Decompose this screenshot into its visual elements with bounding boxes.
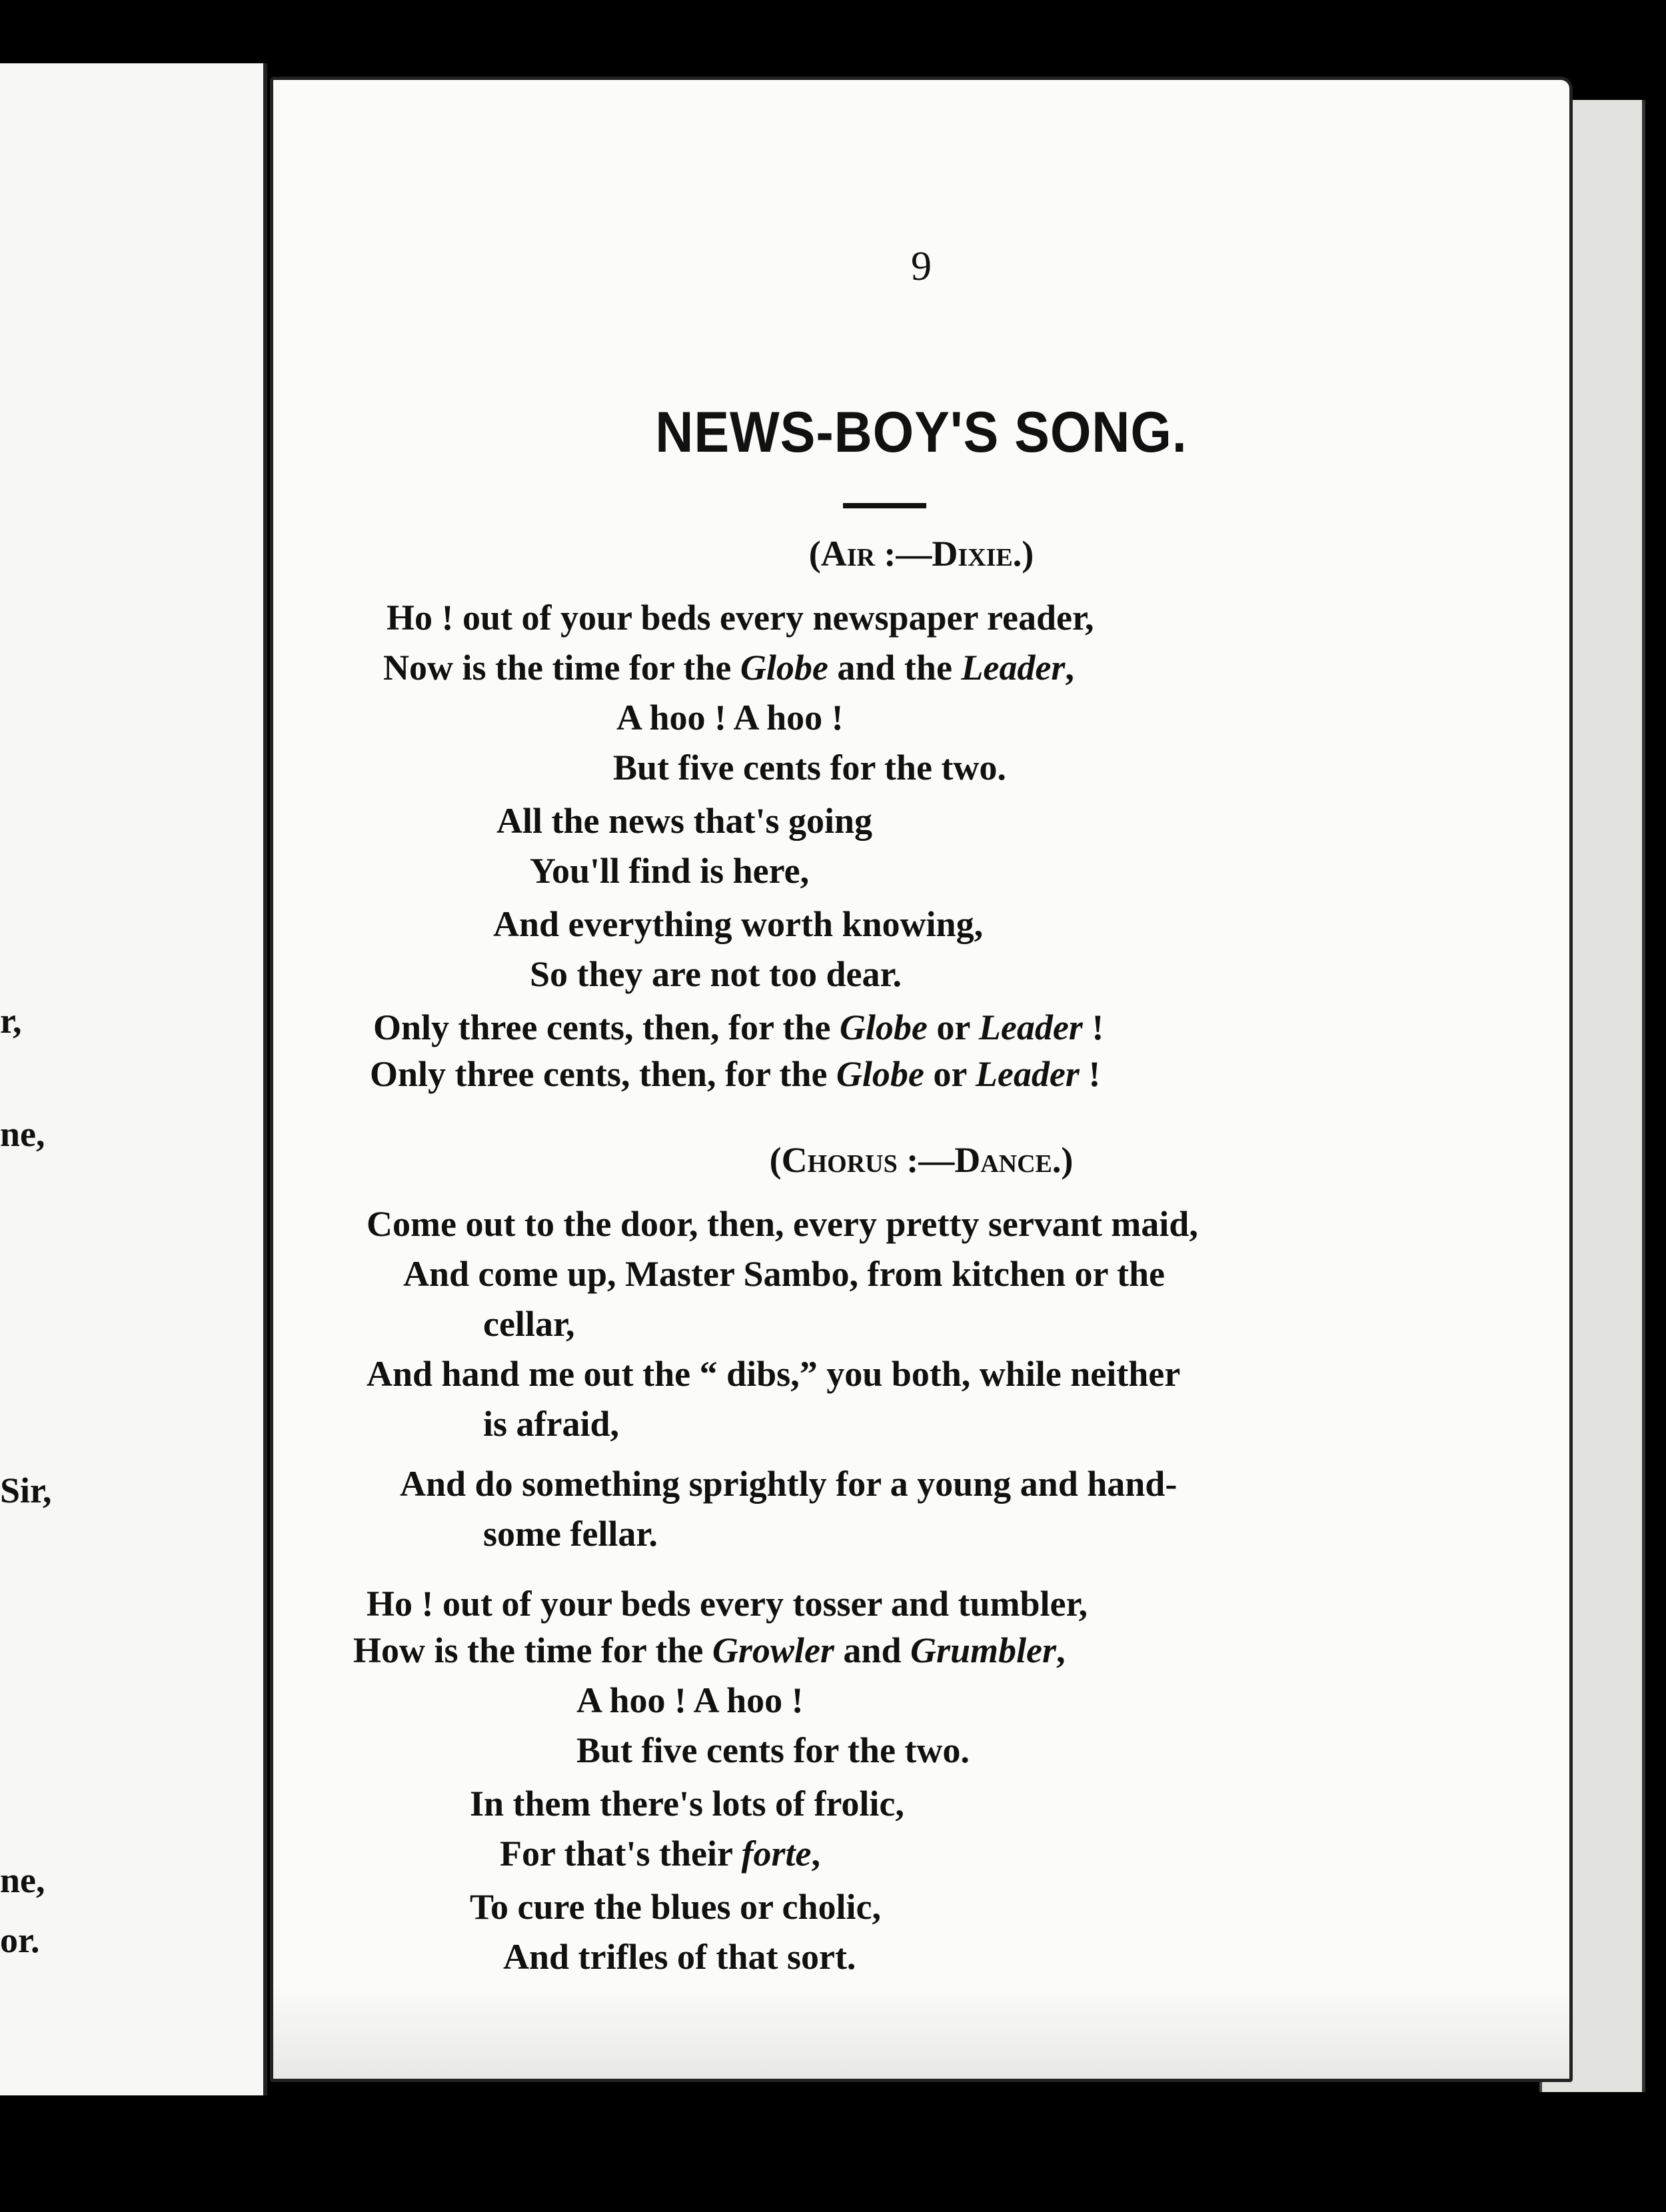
verse-text: ! xyxy=(1079,1054,1101,1094)
verse-line xyxy=(373,1009,1104,1045)
italic-title-word: Leader xyxy=(961,648,1066,688)
song-title: NEWS-BOY'S SONG. xyxy=(655,400,1188,464)
verse-text: For that's their xyxy=(500,1834,742,1874)
italic-title-word: Growler xyxy=(712,1630,834,1670)
verse-text: Ho ! out of your beds every tosser and tumbler, xyxy=(367,1584,1088,1624)
air-label: (Air :—Dixie.) xyxy=(808,534,1034,574)
chorus-line: And come up, Master Sambo, from kitchen or the xyxy=(403,1254,1165,1294)
verse-text: And trifles of that sort. xyxy=(503,1937,856,1977)
verse-text: or xyxy=(924,1054,976,1094)
verse-text: A hoo ! A hoo ! xyxy=(616,698,844,738)
title-rule xyxy=(843,503,926,508)
verse-line xyxy=(387,600,1094,636)
chorus-line: is afraid, xyxy=(483,1404,620,1444)
italic-title-word: Leader xyxy=(975,1054,1080,1094)
book-page xyxy=(270,77,1573,2082)
previous-page-fragment: ne, xyxy=(0,1114,45,1154)
chorus-line: Come out to the door, then, every pretty servant maid, xyxy=(367,1204,1198,1244)
verse-text: , xyxy=(811,1834,820,1874)
verse-text: and xyxy=(834,1630,910,1670)
verse-text: or xyxy=(927,1007,979,1047)
verse-line xyxy=(470,1889,881,1925)
chorus-line: some fellar. xyxy=(483,1514,658,1554)
previous-page-fragment: Sir, xyxy=(0,1470,52,1510)
italic-title-word: Globe xyxy=(839,1007,928,1047)
verse-text: Now is the time for the xyxy=(383,648,740,688)
page-discoloration xyxy=(273,1985,1569,2079)
verse-line xyxy=(576,1732,970,1768)
verse-text: But five cents for the two. xyxy=(576,1730,970,1770)
chorus-line: And hand me out the “ dibs,” you both, while neither xyxy=(367,1354,1181,1394)
chorus-label: (Chorus :—Dance.) xyxy=(769,1140,1074,1180)
verse-line xyxy=(616,700,844,736)
verse-text: All the news that's going xyxy=(496,801,873,841)
italic-title-word: Grumbler xyxy=(910,1630,1057,1670)
verse-text: In them there's lots of frolic, xyxy=(470,1784,904,1824)
verse-line xyxy=(370,1056,1100,1092)
previous-page-fragment: r, xyxy=(0,1001,22,1041)
verse-text: How is the time for the xyxy=(353,1630,712,1670)
italic-title-word: Globe xyxy=(740,648,828,688)
verse-line xyxy=(493,906,983,942)
verse-text: But five cents for the two. xyxy=(613,748,1006,788)
previous-page xyxy=(0,63,267,2095)
verse-line xyxy=(613,750,1006,786)
verse-line xyxy=(576,1682,804,1718)
verse-line xyxy=(500,1836,820,1872)
verse-line xyxy=(353,1632,1066,1668)
previous-page-fragment: or. xyxy=(0,1920,40,1960)
verse-line xyxy=(383,650,1074,686)
verse-line xyxy=(367,1586,1088,1622)
verse-text: A hoo ! A hoo ! xyxy=(576,1680,804,1720)
verse-text: and the xyxy=(828,648,962,688)
verse-line xyxy=(470,1786,904,1822)
verse-text: ! xyxy=(1082,1007,1104,1047)
page-number: 9 xyxy=(911,244,932,289)
verse-text: To cure the blues or cholic, xyxy=(470,1887,882,1927)
italic-title-word: forte xyxy=(741,1834,812,1874)
verse-line xyxy=(530,956,902,992)
verse-line xyxy=(496,803,872,839)
verse-text: , xyxy=(1056,1630,1066,1670)
verse-line xyxy=(530,853,809,889)
chorus-line: cellar, xyxy=(483,1304,575,1344)
italic-title-word: Globe xyxy=(836,1054,924,1094)
verse-text: Only three cents, then, for the xyxy=(373,1007,840,1047)
previous-page-fragment: ne, xyxy=(0,1860,45,1900)
italic-title-word: Leader xyxy=(978,1007,1083,1047)
verse-text: So they are not too dear. xyxy=(530,954,902,994)
verse-line xyxy=(503,1939,856,1975)
verse-text: Ho ! out of your beds every newspaper reader, xyxy=(387,598,1094,638)
verse-text: You'll find is here, xyxy=(530,851,810,891)
verse-text: Only three cents, then, for the xyxy=(370,1054,836,1094)
verse-text: , xyxy=(1065,648,1074,688)
verse-text: And everything worth knowing, xyxy=(493,904,984,944)
chorus-line: And do something sprightly for a young and hand- xyxy=(400,1464,1178,1504)
